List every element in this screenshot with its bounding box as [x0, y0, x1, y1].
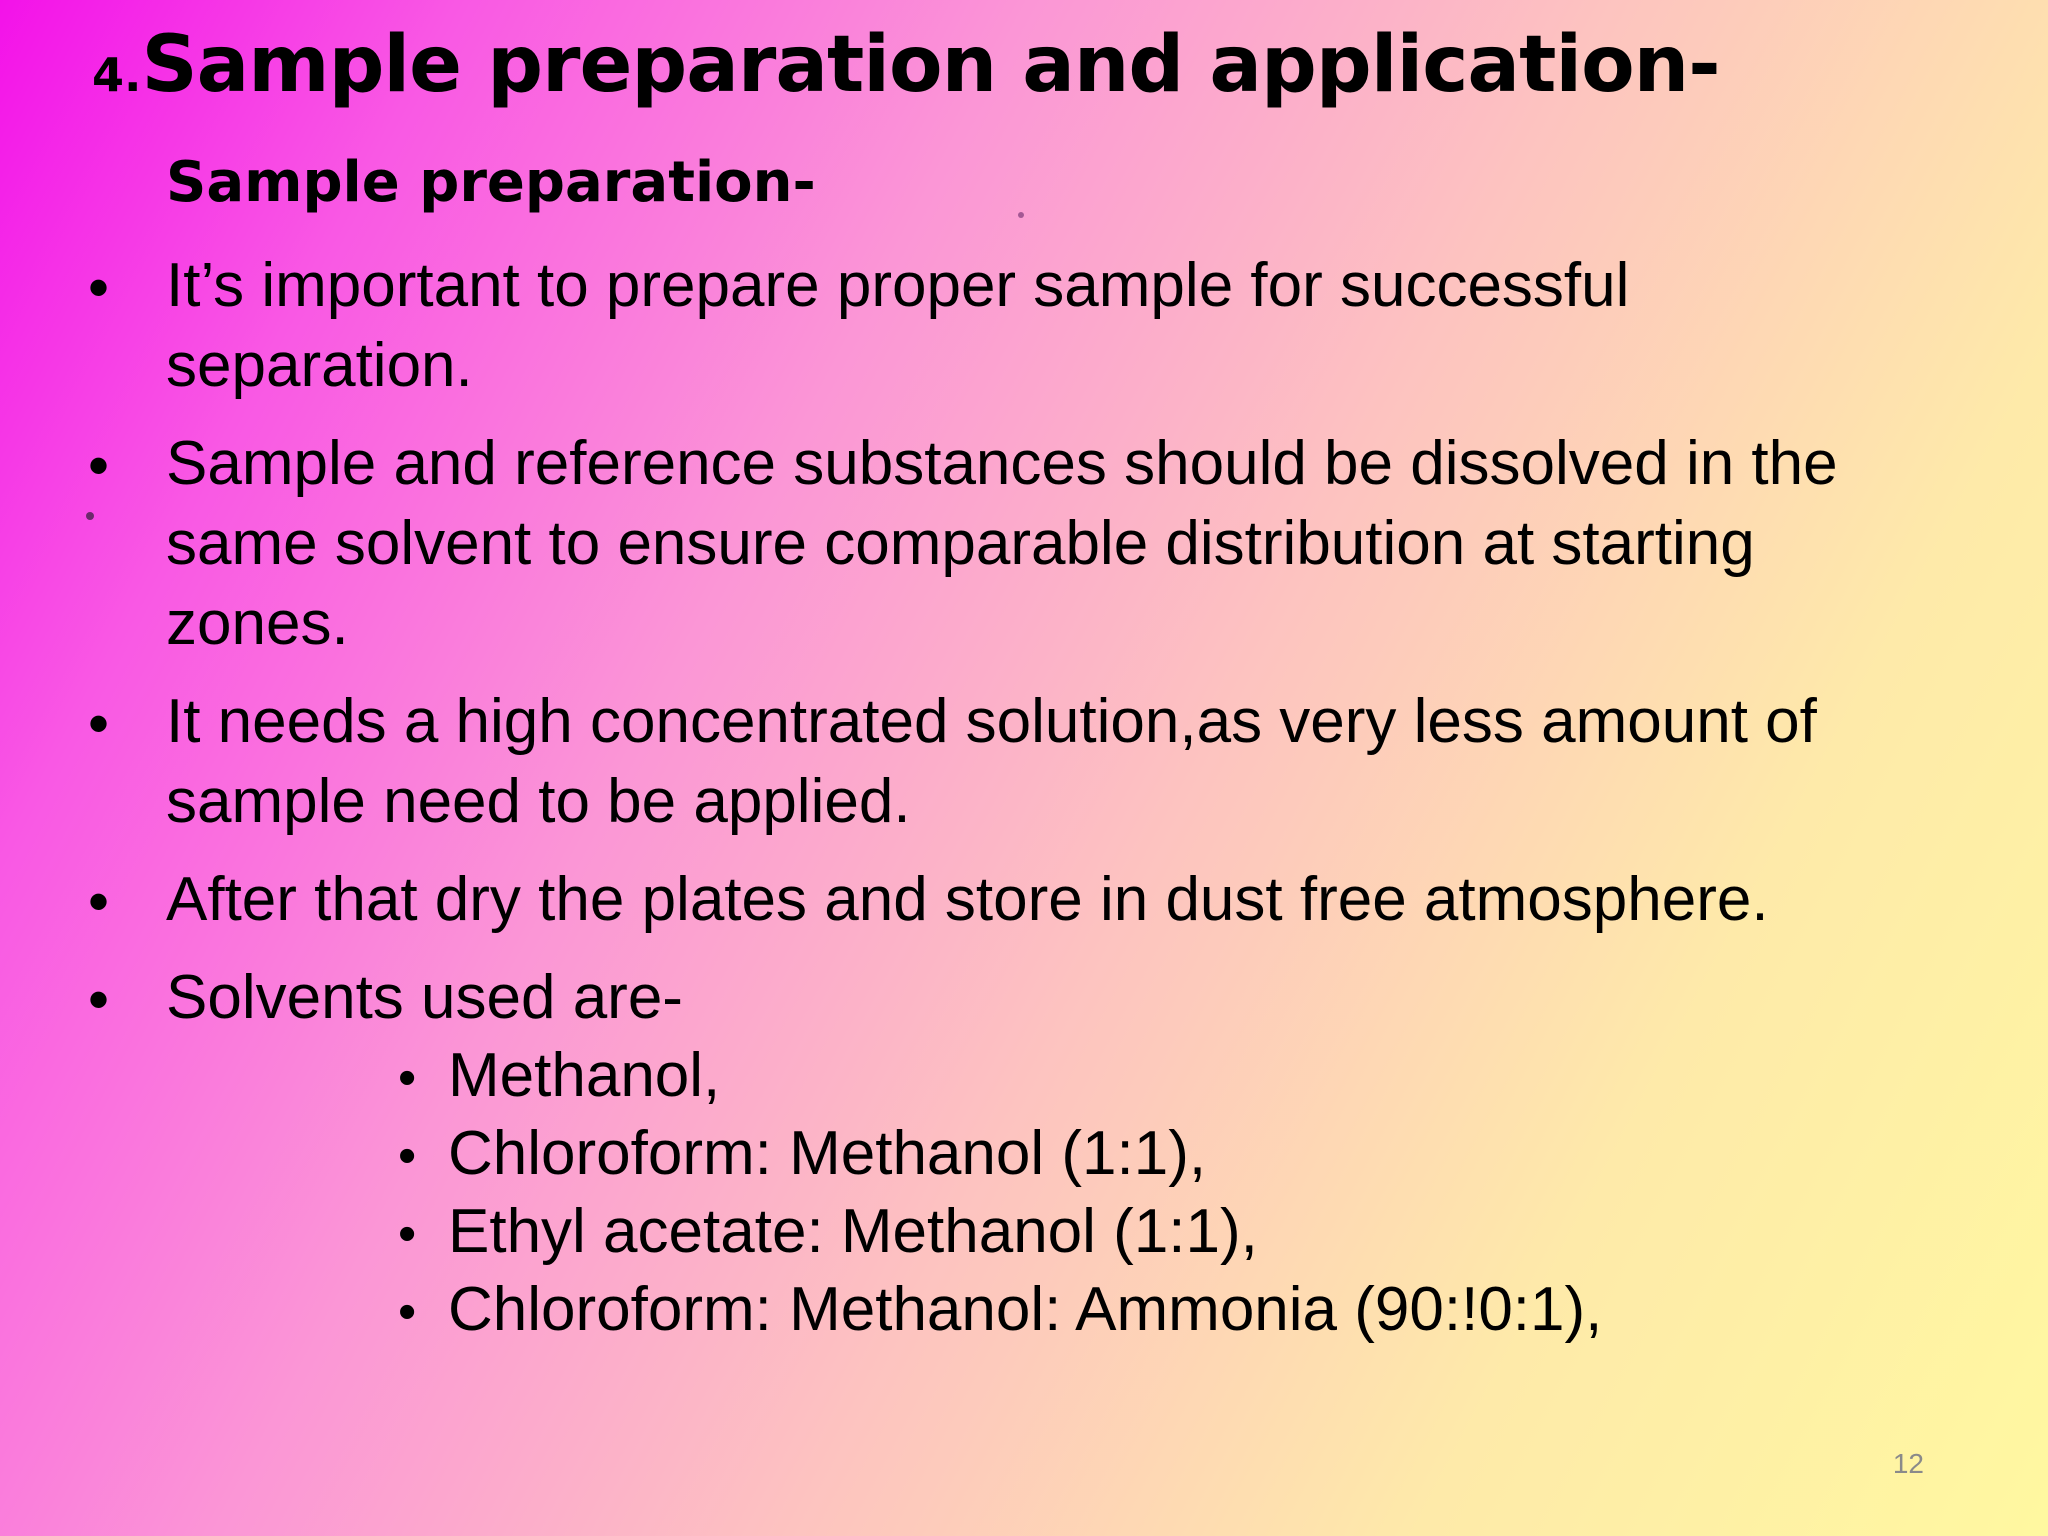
bullet-2-line-1: Sample and reference substances should be dissolved in the — [166, 429, 1838, 498]
bullet-marker: • — [88, 254, 110, 321]
solvent-item: Ethyl acetate: Methanol (1:1), — [448, 1197, 1258, 1266]
bullet-1-line-2: separation. — [166, 331, 473, 400]
bullet-marker: • — [88, 432, 110, 499]
heading-number: 4. — [92, 48, 142, 102]
solvent-item: Methanol, — [448, 1041, 721, 1110]
page-number: 12 — [1892, 1448, 1924, 1479]
bullet-4-line-1: After that dry the plates and store in dust free atmosphere. — [166, 865, 1769, 934]
bullet-marker: • — [88, 868, 110, 935]
slide-subheading: Sample preparation- — [166, 150, 816, 215]
slide-heading — [92, 20, 1720, 110]
sub-bullet-marker: • — [398, 1205, 417, 1263]
bullet-1-line-1: It’s important to prepare proper sample for successful — [166, 251, 1630, 320]
solvent-item: Chloroform: Methanol: Ammonia (90:!0:1), — [448, 1275, 1603, 1344]
decorative-speck — [86, 512, 94, 520]
decorative-speck — [1018, 212, 1024, 218]
sub-bullet-marker: • — [398, 1127, 417, 1185]
bullet-2-line-3: zones. — [166, 589, 349, 658]
bullet-5-line-1: Solvents used are- — [166, 963, 683, 1032]
solvent-item: Chloroform: Methanol (1:1), — [448, 1119, 1207, 1188]
bullet-marker: • — [88, 690, 110, 757]
heading-title: Sample preparation and application- — [141, 20, 1720, 110]
bullet-marker: • — [88, 966, 110, 1033]
sub-bullet-marker: • — [398, 1283, 417, 1341]
bullet-2-line-2: same solvent to ensure comparable distribution at starting — [166, 509, 1755, 578]
bullet-3-line-2: sample need to be applied. — [166, 767, 911, 836]
sub-bullet-marker: • — [398, 1049, 417, 1107]
bullet-3-line-1: It needs a high concentrated solution,as very less amount of — [166, 687, 1817, 756]
